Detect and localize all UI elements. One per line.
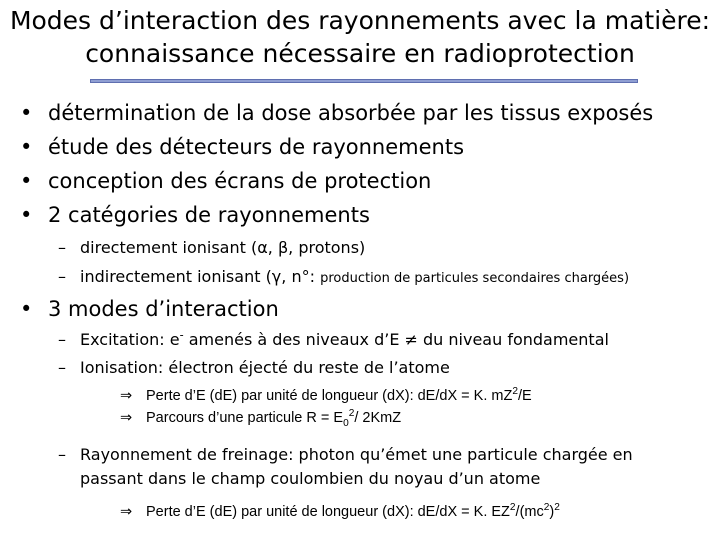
formula-parcours	[120, 408, 402, 429]
title-underline	[90, 79, 638, 83]
bullet-item-categories	[20, 203, 370, 227]
implies-arrow-icon: ⇒	[120, 410, 133, 426]
subitem-text: passant dans le champ coulombien du noyau d’un atome	[80, 469, 541, 488]
dash-icon: –	[58, 445, 66, 464]
subitem-ionisation	[58, 358, 450, 377]
implies-arrow-icon: ⇒	[120, 388, 133, 404]
dash-icon: –	[58, 267, 66, 286]
formula-text-mid: /(mc	[515, 504, 544, 520]
excitation-text-rest: amenés à des niveaux d’E ≠ du niveau fondamental	[183, 330, 609, 349]
title-line-2: connaissance nécessaire en radioprotection	[85, 39, 635, 68]
title-line-1: Modes d’interaction des rayonnements avec la matière:	[9, 6, 711, 35]
formula-perte-ionisation	[120, 388, 532, 404]
subitem-freinage-continued	[80, 469, 540, 488]
formula-text-end: )	[549, 504, 555, 520]
exponent: 2	[543, 502, 550, 514]
subitem-excitation	[58, 330, 609, 349]
formula-text: Perte d’E (dE) par unité de longueur (dX): dE/dX = K. mZ	[146, 388, 513, 404]
bullet-icon: •	[20, 135, 33, 159]
bullet-icon: •	[20, 203, 33, 227]
exponent: 2	[554, 502, 560, 514]
bullet-item-detecteurs	[20, 135, 464, 159]
bullet-text: 3 modes d’interaction	[48, 297, 279, 321]
electron-charge: -	[179, 328, 184, 342]
exponent: 2	[512, 386, 518, 398]
bullet-item-dose	[20, 101, 653, 125]
bullet-item-modes	[20, 297, 279, 321]
bullet-item-ecrans	[20, 169, 431, 193]
dash-icon: –	[58, 330, 66, 349]
exponent: 2	[509, 502, 516, 514]
formula-text: Parcours d’une particule R = E	[146, 410, 344, 426]
exponent: 2	[348, 408, 355, 420]
bullet-icon: •	[20, 297, 33, 321]
formula-text-end: /E	[517, 388, 532, 404]
subitem-text: directement ionisant (α, β, protons)	[80, 238, 366, 257]
formula-perte-freinage	[120, 504, 560, 520]
dash-icon: –	[58, 358, 66, 377]
implies-arrow-icon: ⇒	[120, 504, 133, 520]
bullet-icon: •	[20, 101, 33, 125]
subitem-text: indirectement ionisant (γ, n°:	[80, 267, 321, 286]
subitem-direct	[58, 238, 365, 257]
excitation-text: Excitation: e	[80, 330, 180, 349]
dash-icon: –	[58, 238, 66, 257]
subitem-text: Ionisation: électron éjecté du reste de l’atome	[80, 358, 450, 377]
bullet-text: 2 catégories de rayonnements	[48, 203, 370, 227]
formula-text-end: / 2KmZ	[354, 410, 402, 426]
bullet-text: conception des écrans de protection	[48, 169, 432, 193]
subscript: 0	[343, 417, 349, 429]
subitem-text-small: production de particules secondaires chargées)	[320, 271, 630, 286]
formula-text: Perte d’E (dE) par unité de longueur (dX): dE/dX = K. EZ	[146, 504, 510, 520]
subitem-indirect	[58, 267, 629, 286]
slide-title	[0, 4, 720, 70]
bullet-text: détermination de la dose absorbée par les tissus exposés	[48, 101, 654, 125]
subitem-freinage	[58, 445, 633, 464]
subitem-text: Rayonnement de freinage: photon qu’émet une particule chargée en	[80, 445, 633, 464]
bullet-icon: •	[20, 169, 33, 193]
bullet-text: étude des détecteurs de rayonnements	[48, 135, 465, 159]
